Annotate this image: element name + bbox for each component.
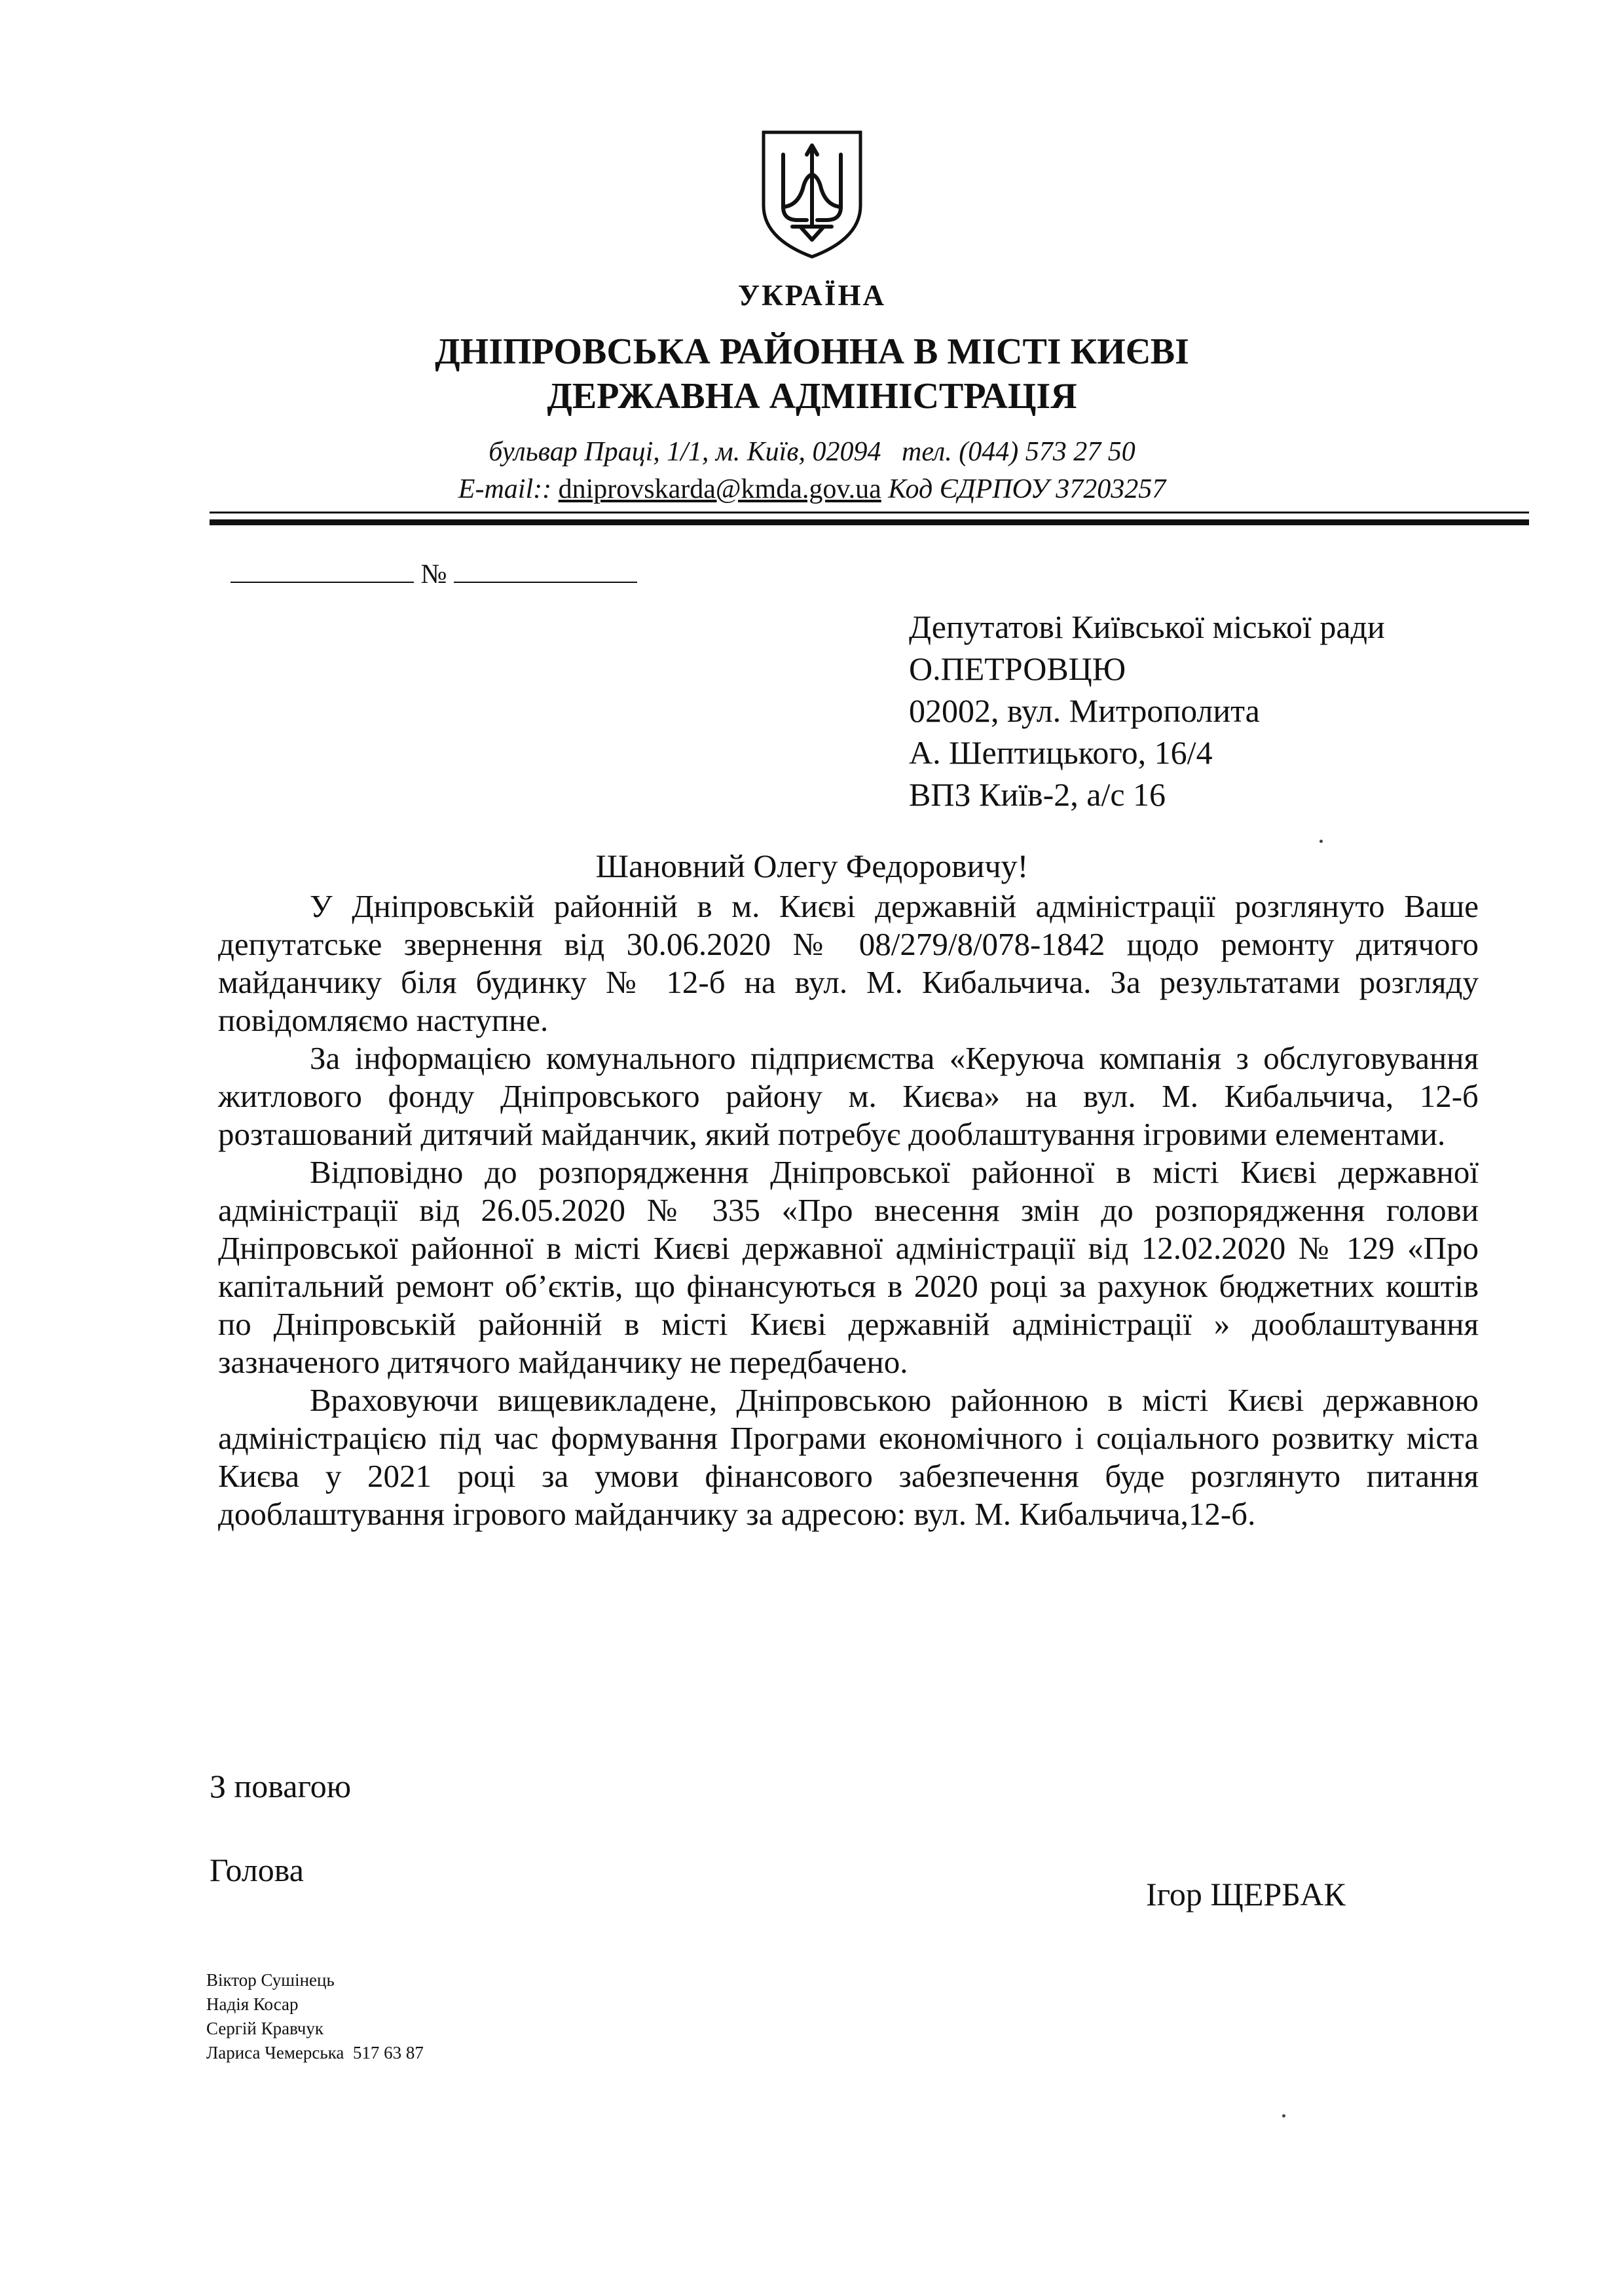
contact-email-line	[0, 473, 1624, 506]
addressee-line: Депутатові Київської міської ради	[909, 608, 1385, 645]
organization-email-link[interactable]: dniprovskarda@kmda.gov.ua	[558, 474, 881, 504]
number-sign: №	[420, 559, 447, 589]
salutation: Шановний Олегу Федоровичу!	[595, 848, 1029, 884]
addressee-line: 02002, вул. Митрополита	[909, 692, 1260, 729]
contact-address-line	[0, 436, 1624, 468]
addressee-block	[909, 606, 1385, 815]
registration-number-blank	[454, 555, 637, 583]
closing-phrase: З повагою	[210, 1768, 352, 1804]
executor-line: Лариса Чемерська 517 63 87	[206, 2043, 424, 2062]
executor-line: Сергій Кравчук	[206, 2019, 324, 2038]
scan-speck	[1282, 2114, 1285, 2118]
body-paragraph: У Дніпровській районній в м. Києві державній адміністрації розглянуто Ваше депутатське звернення від 30.06.2020 № 08/279/8/078-1842 щодо ремонту дитячого майданчику біля будинку № 12-б на вул. М. Кибальчича. За результатами розгляду повідомляємо наступне.	[218, 888, 1479, 1038]
body-paragraph: Враховуючи вищевикладене, Дніпровською районною в місті Києві державною адміністрацією під час формування Програми економічного і соціального розвитку міста Києва у 2021 році за умови фінансового забезпечення буде розглянуто питання дооблаштування ігрового майданчику за адресою: вул. М. Кибальчича,12-б.	[218, 1382, 1479, 1532]
organization-edrpou-code: Код ЄДРПОУ 37203257	[888, 474, 1166, 504]
addressee-line: О.ПЕТРОВЦЮ	[909, 650, 1126, 687]
header-divider-thin	[210, 512, 1529, 513]
executor-line: Віктор Сушінець	[206, 1970, 335, 1990]
registration-date-blank	[231, 555, 414, 583]
trident-coat-of-arms-icon	[760, 128, 864, 259]
executor-line: Надія Косар	[206, 1994, 299, 2014]
signer-name: Ігор ЩЕРБАК	[1146, 1876, 1346, 1912]
country-title: УКРАЇНА	[738, 279, 886, 312]
organization-address: бульвар Праці, 1/1, м. Київ, 02094	[489, 437, 881, 467]
addressee-line: ВПЗ Київ-2, а/с 16	[909, 776, 1166, 813]
organization-name-line-2: ДЕРЖАВНА АДМІНІСТРАЦІЯ	[547, 376, 1077, 417]
scan-speck	[1320, 840, 1323, 843]
email-label: E-mail::	[458, 474, 552, 504]
header-divider-thick	[210, 519, 1529, 525]
organization-phone: тел. (044) 573 27 50	[902, 437, 1135, 467]
addressee-line: А. Шептицького, 16/4	[909, 734, 1213, 771]
body-paragraph: Відповідно до розпорядження Дніпровської районної в місті Києві державної адміністрації від 26.05.2020 № 335 «Про внесення змін до розпорядження голови Дніпровської районної в місті Києві державної адміністрації від 12.02.2020 № 129 «Про капітальний ремонт об’єктів, що фінансуються в 2020 році за рахунок бюджетних коштів по Дніпровській районній в місті Києві державній адміністрації » дооблаштування зазначеного дитячого майданчику не передбачено.	[218, 1154, 1479, 1380]
letter-body	[218, 887, 1479, 1533]
organization-name-line-1: ДНІПРОВСЬКА РАЙОННА В МІСТІ КИЄВІ	[435, 331, 1189, 372]
signer-position: Голова	[210, 1852, 304, 1888]
executors-list	[206, 1968, 424, 2065]
registration-number-line	[231, 555, 637, 591]
body-paragraph: За інформацією комунального підприємства «Керуюча компанія з обслуговування житлового фонду Дніпровського району м. Києва» на вул. М. Кибальчича, 12-б розташований дитячий майданчик, який потребує дооблаштування ігровими елементами.	[218, 1040, 1479, 1152]
